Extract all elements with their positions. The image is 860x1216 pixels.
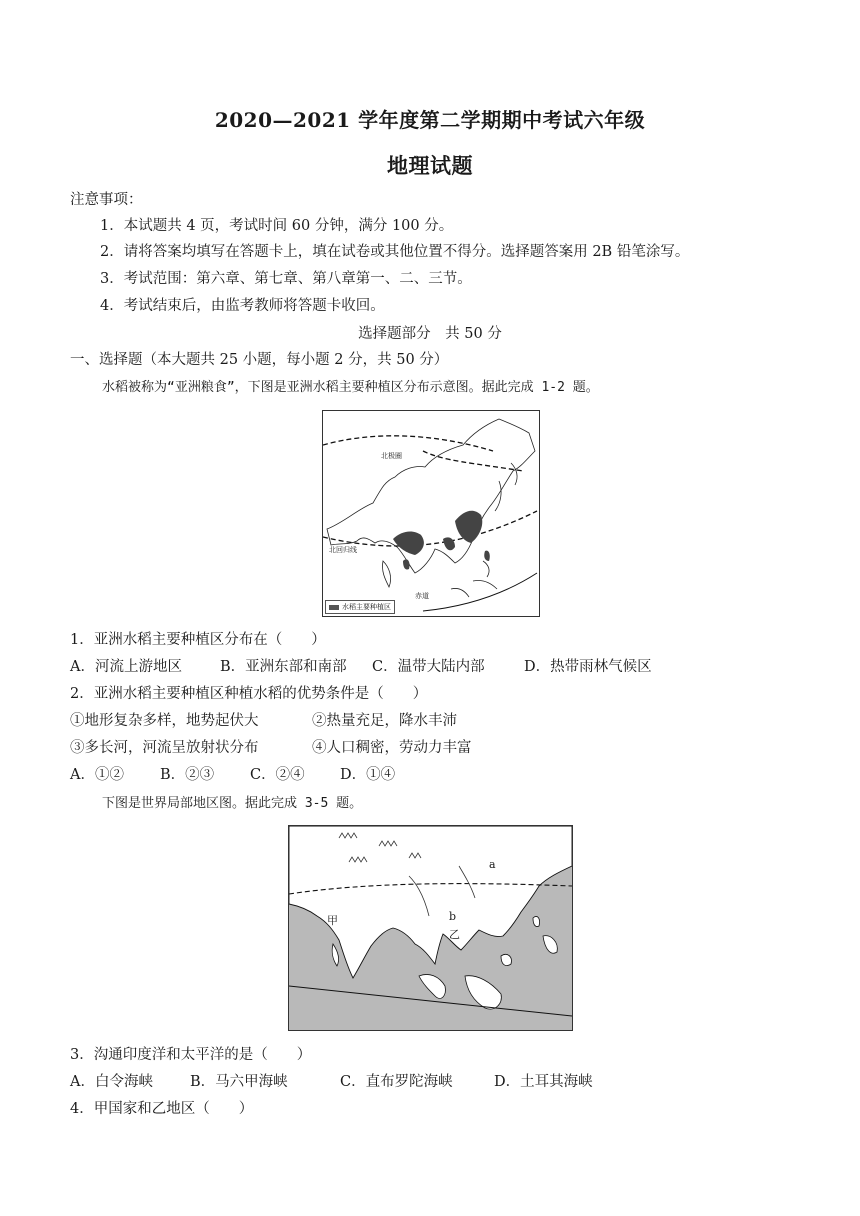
- asia-map-drawing: [323, 411, 539, 616]
- label-a: a: [489, 858, 496, 871]
- question-1-option: A．河流上游地区: [70, 659, 182, 675]
- question-2-statement: ①地形复杂多样，地势起伏大: [70, 713, 259, 729]
- legend-label: 水稻主要种植区: [342, 603, 391, 611]
- question-intro: 水稻被称为“亚洲粮食”，下图是亚洲水稻主要种植区分布示意图。据此完成 1-2 题。: [102, 380, 599, 395]
- question-2-statement: ④人口稠密，劳动力丰富: [312, 740, 472, 756]
- tropic-line: [323, 511, 537, 546]
- equator-label: 赤道: [415, 592, 429, 600]
- question-1-option: C．温带大陆内部: [372, 659, 485, 675]
- question-3-option: C．直布罗陀海峡: [340, 1074, 453, 1090]
- question-1-stem: 1．亚洲水稻主要种植区分布在（ ）: [70, 632, 326, 648]
- equator-line: [423, 573, 537, 611]
- question-2-option: B．②③: [160, 767, 215, 783]
- question-3-option: A．白令海峡: [70, 1074, 153, 1090]
- question-1-option: B．亚洲东部和南部: [220, 659, 347, 675]
- region-yi-label: 乙: [449, 928, 460, 941]
- question-2-option: D．①④: [340, 767, 396, 783]
- part-title: 选择题部分 共 50 分: [358, 326, 502, 342]
- arctic-circle-line: [323, 436, 493, 451]
- world-partial-map: [288, 825, 573, 1031]
- country-jia-label: 甲: [327, 914, 338, 927]
- notice-item: 4．考试结束后，由监考教师将答题卡收回。: [100, 298, 385, 314]
- question-4-stem: 4．甲国家和乙地区（ ）: [70, 1101, 254, 1117]
- question-2-option: C．②④: [250, 767, 305, 783]
- question-2-stem: 2．亚洲水稻主要种植区种植水稻的优势条件是（ ）: [70, 686, 428, 702]
- notice-item: 3．考试范围：第六章、第七章、第八章第一、二、三节。: [100, 271, 472, 287]
- question-2-statement: ③多长河，河流呈放射状分布: [70, 740, 259, 756]
- exam-title: 2020—2021 学年度第二学期期中考试六年级: [214, 108, 646, 132]
- exam-subject: 地理试题: [387, 153, 473, 178]
- legend-swatch: [329, 605, 339, 610]
- section-heading: 一、选择题（本大题共 25 小题，每小题 2 分，共 50 分）: [70, 352, 449, 368]
- question-2-statement: ②热量充足，降水丰沛: [312, 713, 457, 729]
- notice-heading: 注意事项：: [70, 192, 143, 208]
- arctic-label: 北极圈: [381, 452, 402, 460]
- label-b: b: [449, 910, 457, 923]
- tropic-label: 北回归线: [329, 546, 357, 554]
- rice-area-shading: [393, 511, 490, 570]
- question-intro: 下图是世界局部地区图。据此完成 3-5 题。: [102, 796, 363, 811]
- question-1-option: D．热带雨林气候区: [524, 659, 652, 675]
- question-3-option: B．马六甲海峡: [190, 1074, 288, 1090]
- question-3-stem: 3．沟通印度洋和太平洋的是（ ）: [70, 1047, 312, 1063]
- asia-rice-map: [322, 410, 540, 617]
- map-legend: [325, 600, 395, 614]
- world-map-drawing: [289, 826, 572, 1030]
- question-3-option: D．土耳其海峡: [494, 1074, 593, 1090]
- question-2-option: A．①②: [70, 767, 124, 783]
- notice-item: 1．本试题共 4 页，考试时间 60 分钟，满分 100 分。: [100, 218, 454, 234]
- notice-item: 2．请将答案均填写在答题卡上，填在试卷或其他位置不得分。选择题答案用 2B 铅笔涂写。: [100, 244, 690, 260]
